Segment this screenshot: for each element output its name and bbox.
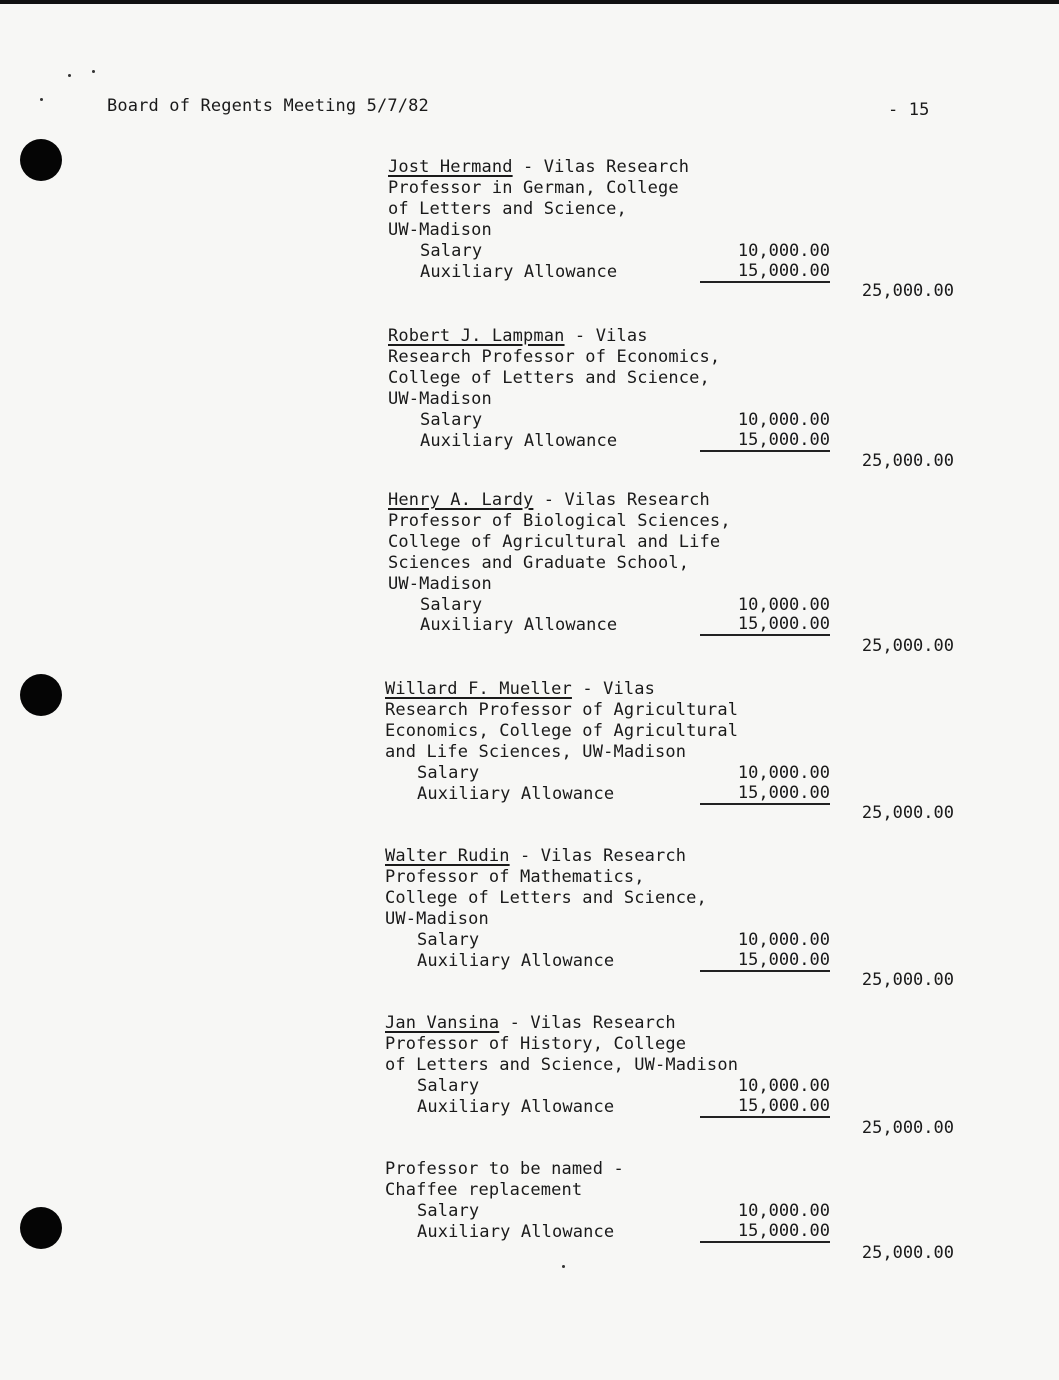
description-line: Professor of Biological Sciences, — [388, 510, 731, 531]
professor-name: Robert J. Lampman — [388, 326, 565, 346]
allowance-amount: 15,000.00 — [700, 615, 830, 636]
punch-hole-bottom — [20, 1207, 62, 1249]
entry-first-line — [385, 1159, 624, 1180]
allowance-label: Auxiliary Allowance — [417, 950, 615, 971]
allowance-label: Auxiliary Allowance — [417, 783, 615, 804]
description-line: Professor of History, College — [385, 1033, 687, 1054]
entry-first-line — [385, 1013, 676, 1034]
salary-label: Salary — [417, 1075, 480, 1096]
allowance-label: Auxiliary Allowance — [420, 430, 618, 451]
entry-first-line — [385, 679, 655, 700]
description-line: Economics, College of Agricultural — [385, 720, 739, 741]
allowance-amount: 15,000.00 — [700, 431, 830, 452]
scan-speck — [40, 98, 43, 101]
title-description: - Vilas — [564, 326, 648, 346]
total-amount: 25,000.00 — [861, 636, 954, 656]
description-line: Professor in German, College — [388, 177, 679, 198]
allowance-amount: 15,000.00 — [700, 784, 830, 805]
salary-label: Salary — [420, 594, 483, 615]
description-line: College of Letters and Science, — [388, 367, 710, 388]
professor-name: Jan Vansina — [385, 1013, 500, 1033]
allowance-amount: 15,000.00 — [700, 1222, 830, 1243]
salary-label: Salary — [417, 1200, 480, 1221]
allowance-amount: 15,000.00 — [700, 951, 830, 972]
punch-hole-top — [20, 139, 62, 181]
description-line: Sciences and Graduate School, — [388, 552, 690, 573]
page-number: - 15 — [888, 100, 930, 120]
salary-label: Salary — [420, 409, 483, 430]
top-edge-rule — [0, 0, 1059, 4]
title-description: - Vilas Research — [512, 157, 690, 177]
description-line: of Letters and Science, — [388, 198, 627, 219]
salary-label: Salary — [417, 929, 480, 950]
total-amount: 25,000.00 — [861, 970, 954, 990]
salary-label: Salary — [420, 240, 483, 261]
punch-hole-middle — [20, 674, 62, 716]
description-line: Research Professor of Economics, — [388, 346, 721, 367]
allowance-label: Auxiliary Allowance — [417, 1221, 615, 1242]
description-line: UW-Madison — [388, 573, 492, 594]
title-description: - Vilas Research — [509, 846, 687, 866]
salary-amount: 10,000.00 — [737, 929, 830, 950]
salary-amount: 10,000.00 — [737, 1200, 830, 1221]
entry-first-line — [388, 490, 710, 511]
salary-amount: 10,000.00 — [737, 240, 830, 261]
description-line: UW-Madison — [388, 219, 492, 240]
title-description: - Vilas Research — [533, 490, 710, 510]
description-line: College of Letters and Science, — [385, 887, 707, 908]
professor-name: Willard F. Mueller — [385, 679, 572, 699]
entry-first-line — [385, 846, 686, 867]
total-amount: 25,000.00 — [861, 1243, 954, 1263]
title-description: - Vilas Research — [499, 1013, 676, 1033]
scan-speck — [68, 74, 71, 77]
allowance-label: Auxiliary Allowance — [420, 615, 618, 636]
total-amount: 25,000.00 — [861, 281, 954, 301]
description-line: and Life Sciences, UW-Madison — [385, 741, 687, 762]
salary-label: Salary — [417, 762, 480, 783]
description-line: Research Professor of Agricultural — [385, 699, 739, 720]
scan-speck — [562, 1265, 565, 1268]
page-header-title: Board of Regents Meeting 5/7/82 — [107, 96, 429, 116]
salary-amount: 10,000.00 — [737, 594, 830, 615]
total-amount: 25,000.00 — [861, 451, 954, 471]
title-description: - Vilas — [571, 679, 656, 699]
total-amount: 25,000.00 — [861, 803, 954, 823]
description-line: of Letters and Science, UW-Madison — [385, 1054, 739, 1075]
allowance-amount: 15,000.00 — [700, 262, 830, 283]
entry-first-line — [388, 157, 689, 178]
description-line: Chaffee replacement — [385, 1179, 583, 1200]
allowance-amount: 15,000.00 — [700, 1097, 830, 1118]
description-line: Professor of Mathematics, — [385, 866, 645, 887]
salary-amount: 10,000.00 — [737, 1075, 830, 1096]
professor-name: Henry A. Lardy — [388, 490, 534, 510]
allowance-label: Auxiliary Allowance — [417, 1096, 615, 1117]
description-line: College of Agricultural and Life — [388, 531, 721, 552]
professor-name: Walter Rudin — [385, 846, 510, 866]
title-description: Professor to be named - — [385, 1159, 624, 1179]
description-line: UW-Madison — [385, 908, 489, 929]
total-amount: 25,000.00 — [861, 1118, 954, 1138]
allowance-label: Auxiliary Allowance — [420, 261, 618, 282]
description-line: UW-Madison — [388, 388, 492, 409]
salary-amount: 10,000.00 — [737, 762, 830, 783]
salary-amount: 10,000.00 — [737, 409, 830, 430]
professor-name: Jost Hermand — [388, 157, 513, 177]
scan-speck — [92, 70, 95, 73]
entry-first-line — [388, 326, 648, 347]
